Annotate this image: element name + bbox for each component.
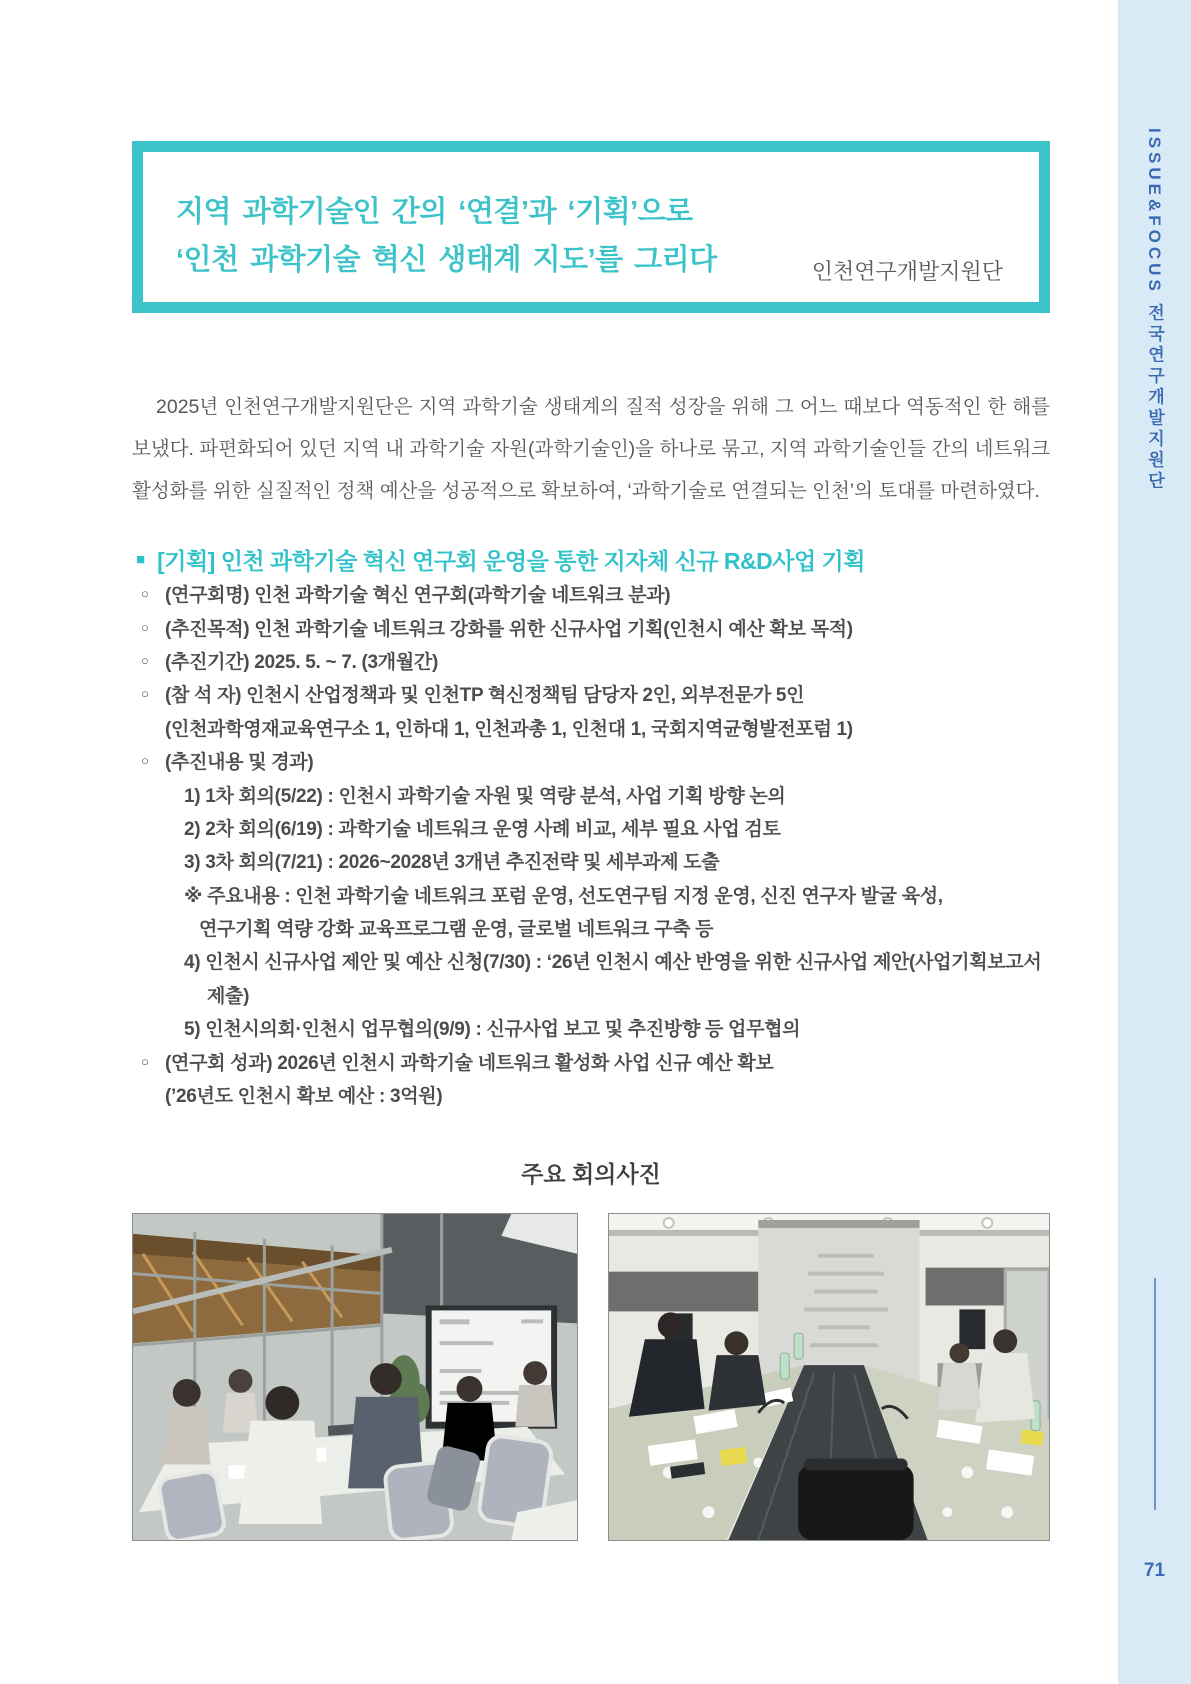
list-item: [132, 577, 1072, 610]
sidebar-rule: [1154, 1278, 1156, 1510]
list-item-text: (연구회명) 인천 과학기술 혁신 연구회(과학기술 네트워크 분과): [165, 585, 671, 607]
numbered-subitem: 4) 인천시 신규사업 제안 및 예산 신청(7/30) : ‘26년 인천시 예산 반영을 위한 신규사업 제안(사업기획보고서: [184, 952, 1042, 974]
sidebar-vertical-label: ISSUE&FOCUS 전국연구개발지원단: [1145, 128, 1164, 493]
circle-bullet-icon: ○: [141, 619, 149, 635]
list-item-text: (추진내용 및 경과): [165, 752, 314, 774]
list-item: [132, 677, 1072, 710]
circle-bullet-icon: ○: [141, 1053, 149, 1069]
square-bullet-icon: ■: [136, 551, 146, 568]
photos-heading: 주요 회의사진: [521, 1161, 661, 1187]
issue-focus-sidebar: [1118, 0, 1191, 1684]
list-item: [132, 644, 1072, 677]
meeting-photo-2-graphic: [609, 1214, 1049, 1540]
note-subitem-continuation: 연구기획 역량 강화 교육프로그램 운영, 글로벌 네트워크 구축 등: [199, 919, 714, 941]
section-heading-label: [기획] 인천 과학기술 혁신 연구회 운영을 통한 지자체 신규 R&D사업 기획: [157, 548, 865, 574]
meeting-photo-2: [608, 1213, 1050, 1541]
note-subitem: ※ 주요내용 : 인천 과학기술 네트워크 포럼 운영, 선도연구팀 지정 운영, 신진 연구자 발굴 육성,: [184, 885, 943, 907]
numbered-subitem: 3) 3차 회의(7/21) : 2026~2028년 3개년 추진전략 및 세부과제 도출: [184, 852, 720, 874]
page-title-line1: 지역 과학기술인 간의 ‘연결’과 ‘기획’으로: [176, 196, 693, 228]
content-list: [132, 577, 1072, 1111]
list-item-continuation: (인천과학영재교육연구소 1, 인하대 1, 인천과총 1, 인천대 1, 국회지역균형발전포럼 1): [165, 718, 853, 740]
circle-bullet-icon: ○: [141, 652, 149, 668]
intro-paragraph: 2025년 인천연구개발지원단은 지역 과학기술 생태계의 질적 성장을 위해 그 어느 때보다 역동적인 한 해를 보냈다. 파편화되어 있던 지역 내 과학기술 자원(과학기술인)을 하나로 묶고, 지역 과학기술인들 간의 네트워크 활성화를 위한 실질적인 정책 예산을 성공적으로 확보하여, ‘과학기술로 연결되는 인천’의 토대를 마련하였다.: [132, 395, 1050, 502]
list-item-continuation: (’26년도 인천시 확보 예산 : 3억원): [165, 1086, 443, 1108]
circle-bullet-icon: ○: [141, 686, 149, 702]
page-title: [176, 188, 717, 284]
list-item: [132, 744, 1072, 777]
list-item: [132, 610, 1072, 643]
meeting-photo-1-graphic: [133, 1214, 577, 1540]
list-item: [132, 1044, 1072, 1077]
numbered-subitem: 1) 1차 회의(5/22) : 인천시 과학기술 자원 및 역량 분석, 사업 기획 방향 논의: [184, 785, 786, 807]
numbered-subitem-continuation: 제출): [207, 985, 250, 1007]
list-item-text: (추진기간) 2025. 5. ~ 7. (3개월간): [165, 651, 438, 673]
list-item-text: (연구회 성과) 2026년 인천시 과학기술 네트워크 활성화 사업 신규 예산 확보: [165, 1052, 774, 1074]
title-box: [132, 141, 1050, 313]
list-item-text: (참 석 자) 인천시 산업정책과 및 인천TP 혁신정책팀 담당자 2인, 외부전문가 5인: [165, 685, 805, 707]
circle-bullet-icon: ○: [141, 586, 149, 602]
list-item-text: (추진목적) 인천 과학기술 네트워크 강화를 위한 신규사업 기획(인천시 예산 확보 목적): [165, 618, 853, 640]
meeting-photo-1: [132, 1213, 578, 1541]
numbered-subitem: 5) 인천시의회·인천시 업무협의(9/9) : 신규사업 보고 및 추진방향 등 업무협의: [184, 1019, 801, 1041]
meeting-photos: [132, 1213, 1050, 1541]
organization-name: 인천연구개발지원단: [811, 259, 1003, 284]
page-title-line2: ‘인천 과학기술 혁신 생태계 지도’를 그리다: [176, 244, 717, 276]
circle-bullet-icon: ○: [141, 753, 149, 769]
section-heading: [136, 543, 865, 576]
numbered-subitem: 2) 2차 회의(6/19) : 과학기술 네트워크 운영 사례 비교, 세부 필요 사업 검토: [184, 818, 781, 840]
page-number: 71: [1143, 1560, 1166, 1581]
